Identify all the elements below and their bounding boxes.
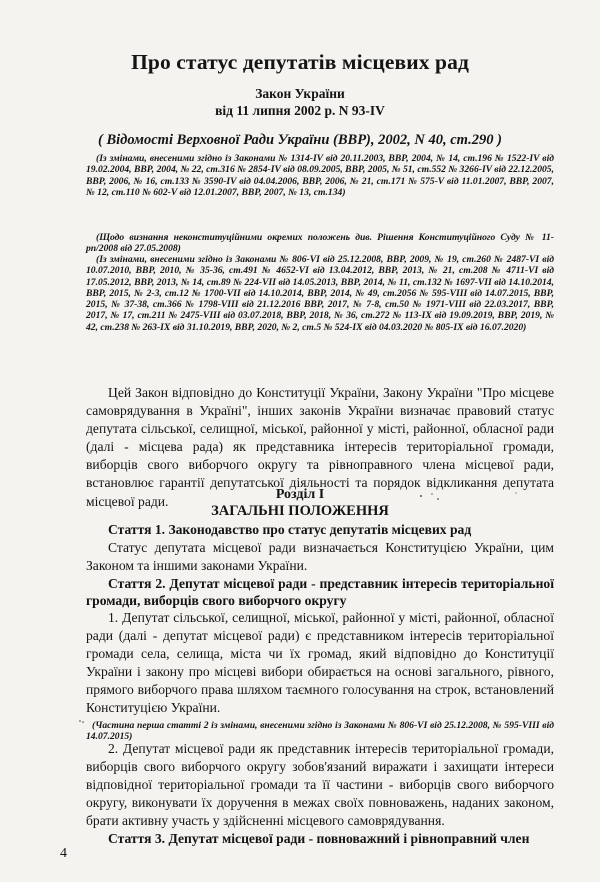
law-date: від 11 липня 2002 р. N 93-IV (215, 103, 385, 118)
law-type: Закон України (255, 86, 345, 101)
section-label: Розділ I (275, 487, 325, 502)
amendments-note-1: (Із змінами, внесеними згідно із Законами № 1314-IV від 20.11.2003, ВВР, 2004, № 14, ст.196 № 1522-IV від 19.02.2004, ВВР, 2004, № 22, ст.316 № 2854-IV від 08.09.2005, ВВР, 2005, № 51, ст.552 № 3266-IV від 22.12.2005, ВВР, 2006, № 16, ст.133 № 3590-IV від 04.04.2006, ВВР, 2006, № 21, ст.171 № 575-V від 11.01.2007, ВВР, 2007, № 12, ст.110 № 602-V від 12.01.2007, ВВР, 2007, № 13, ст.134) (86, 153, 554, 198)
section-title: ЗАГАЛЬНІ ПОЛОЖЕННЯ (211, 503, 389, 519)
article-1-title: Стаття 1. Законодавство про статус депутатів місцевих рад (108, 522, 472, 537)
article-2-part-2: 2. Депутат місцевої ради як представник інтересів територіальної громади, виборців свого виборчого округу зобов'язаний виражати і захищати інтереси відповідної територіальної громади та її частини - виборців свого виборчого округу, виконувати їх доручення в межах своїх повноважень, наданих законом, брати активну участь у здійсненні місцевого самоврядування. (86, 741, 554, 829)
article-2-amendment-note: (Частина перша статті 2 із змінами, внесеними згідно із Законами № 806-VI від 25.12.2008, № 595-VIII від 14.07.2015) (86, 720, 554, 743)
article-2-part-1: 1. Депутат сільської, селищної, міської, районної у місті, районної, обласної ради (далі - депутат місцевої ради) є представником інтересів територіальної громади села, селища, міста чи їх громад, який відповідно до Конституції України і закону про місцеві вибори обирається на основі загального, рівного, прямого виборчого права шляхом таємного голосування на строк, встановлений Конституцією України. (86, 610, 554, 716)
gazette-reference: ( Відомості Верховної Ради України (ВВР), 2002, N 40, ст.290 ) (98, 132, 502, 148)
document-title: Про статус депутатів місцевих рад (131, 50, 469, 74)
article-1-text: Статус депутата місцевої ради визначається Конституцією України, цим Законом та іншими законами України. (86, 540, 554, 574)
preamble-paragraph: Цей Закон відповідно до Конституції України, Закону України "Про місцеве самоврядування в Україні", інших законів України визначає правовий статус депутата сільської, селищної, міської, районної у місті, районної, обласної ради (далі - місцева рада) як представника інтересів територіальної громади, виборців свого виборчого округу та рівноправного члена місцевої ради, встановлює гарантії депутатської діяльності та порядок відкликання депутата місцевої ради. (86, 385, 554, 509)
article-3-title: Стаття 3. Депутат місцевої ради - повноважний і рівноправний член (108, 831, 530, 846)
page-number: 4 (60, 846, 67, 861)
unconstitutional-note: (Щодо визнання неконституційними окремих положень див. Рішення Конституційного Суду № 11-рп/2008 від 27.05.2008) (86, 232, 554, 255)
amendments-note-2: (Із змінами, внесеними згідно із Законами № 806-VI від 25.12.2008, ВВР, 2009, № 19, ст.260 № 2487-VI від 10.07.2010, ВВР, 2010, № 35-36, ст.491 № 4652-VI від 13.04.2012, ВВР, 2013, № 21, ст.208 № 4711-VI від 17.05.2012, ВВР, 2013, № 14, ст.89 № 224-VII від 14.05.2013, ВВР, 2014, № 11, ст.132 № 1697-VII від 14.10.2014, ВВР, 2015, № 2-3, ст.12 № 1700-VII від 14.10.2014, ВВР, 2014, № 49, ст.2056 № 595-VIII від 14.07.2015, ВВР, 2015, № 37-38, ст.366 № 1798-VIII від 21.12.2016 ВВР, 2017, № 7-8, ст.50 № 1971-VIII від 22.03.2017, ВВР, 2017, № 17, ст.211 № 2475-VIII від 03.07.2018, ВВР, 2018, № 36, ст.272 № 113-IX від 19.09.2019, ВВР, 2019, № 42, ст.238 № 263-IX від 31.10.2019, ВВР, 2020, № 2, ст.5 № 524-IX від 04.03.2020 № 805-IX від 16.07.2020) (86, 254, 554, 333)
article-2-title: Стаття 2. Депутат місцевої ради - представник інтересів територіальної громади, виборців свого виборчого округу (86, 576, 554, 608)
